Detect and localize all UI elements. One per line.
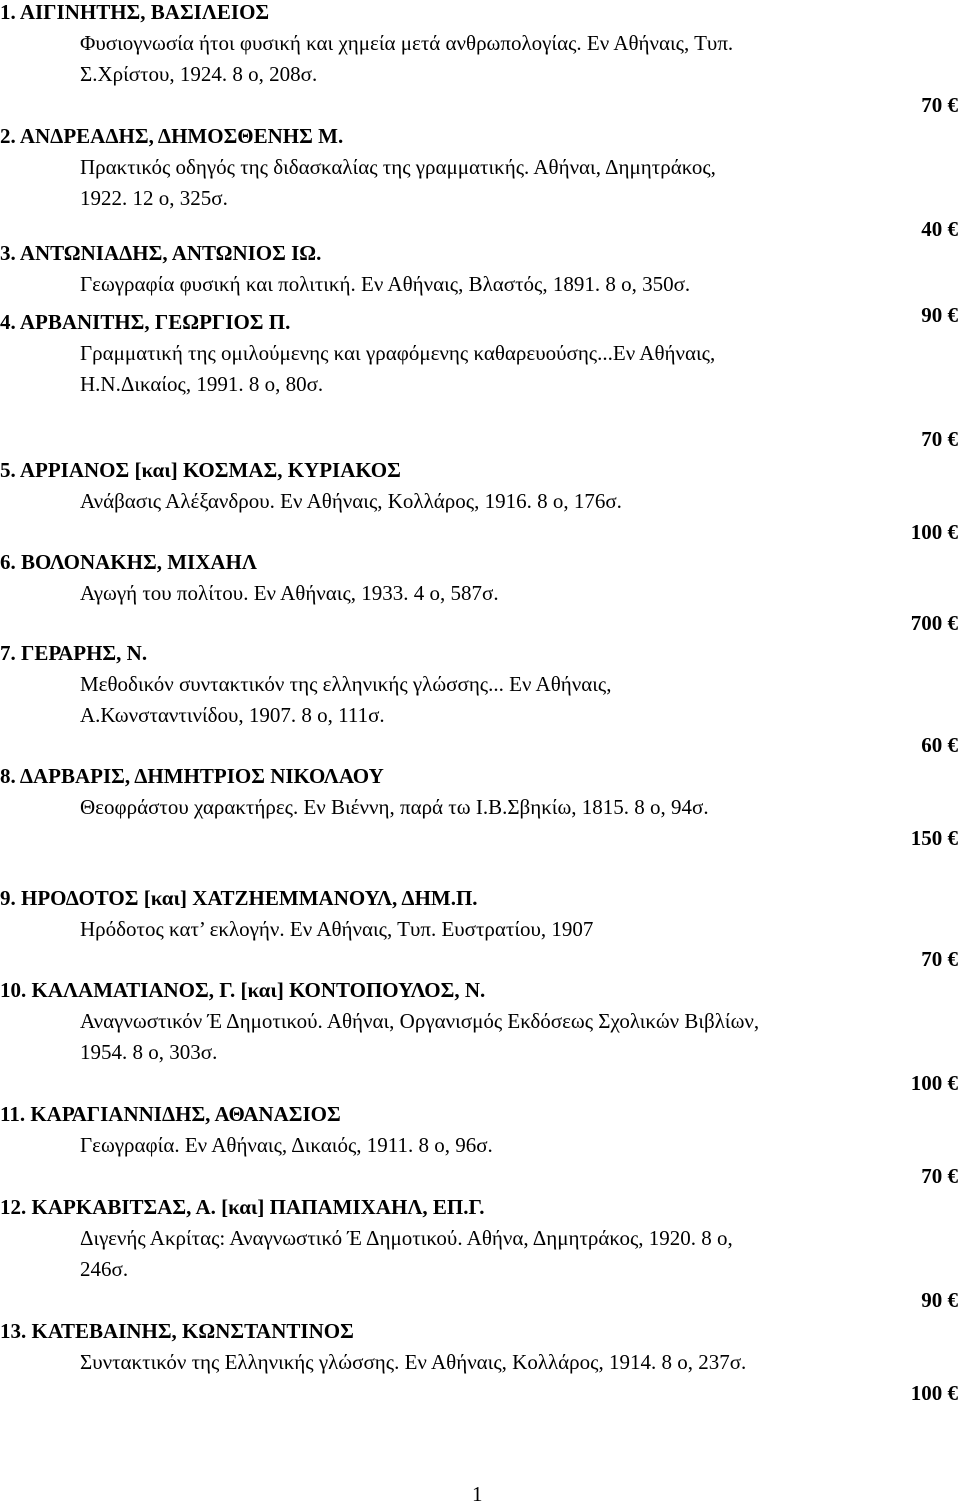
entry-heading: 1. ΑΙΓΙΝΗΤΗΣ, ΒΑΣΙΛΕΙΟΣ [0,0,270,24]
entry-heading: 8. ΔΑΡΒΑΡΙΣ, ΔΗΜΗΤΡΙΟΣ ΝΙΚΟΛΑΟΥ [0,764,384,788]
entry-line: Συντακτικόν της Ελληνικής γλώσσης. Εν Αθήναις, Κολλάρος, 1914. 8 ο, 237σ. [80,1350,747,1374]
entry-line: 246σ. [80,1257,129,1281]
entry-heading: 12. ΚΑΡΚΑΒΙΤΣΑΣ, Α. [και] ΠΑΠΑΜΙΧΑΗΛ, ΕΠ.Γ. [0,1195,485,1219]
entry-price: 70 € [921,427,958,451]
entry-price: 60 € [921,733,958,757]
entry-line: Γραμματική της ομιλούμενης και γραφόμενης καθαρευούσης...Εν Αθήναις, [80,341,716,365]
entry-line: Ανάβασις Αλέξανδρου. Εν Αθήναις, Κολλάρος, 1916. 8 ο, 176σ. [80,489,622,513]
entry-heading: 7. ΓΕΡΑΡΗΣ, Ν. [0,641,148,665]
entry-line: Α.Κωνσταντινίδου, 1907. 8 ο, 111σ. [80,703,385,727]
entry-line: 1954. 8 ο, 303σ. [80,1040,218,1064]
entry-price: 40 € [921,217,958,241]
entry-line: Σ.Χρίστου, 1924. 8 ο, 208σ. [80,62,318,86]
entry-line: Διγενής Ακρίτας: Αναγνωστικό Έ Δημοτικού. Αθήνα, Δημητράκος, 1920. 8 ο, [80,1226,733,1250]
entry-price: 100 € [910,520,958,544]
entry-line: Πρακτικός οδηγός της διδασκαλίας της γραμματικής. Αθήναι, Δημητράκος, [80,155,716,179]
entry-line: 1922. 12 ο, 325σ. [80,186,228,210]
entry-heading: 3. ΑΝΤΩΝΙΑΔΗΣ, ΑΝΤΩΝΙΟΣ ΙΩ. [0,241,322,265]
entry-heading: 6. ΒΟΛΟΝΑΚΗΣ, ΜΙΧΑΗΛ [0,550,257,574]
entry-price: 100 € [910,1071,958,1095]
entry-line: Η.Ν.Δικαίος, 1991. 8 ο, 80σ. [80,372,324,396]
entry-line: Θεοφράστου χαρακτήρες. Εν Βιέννη, παρά τω Ι.Β.Σβηκίω, 1815. 8 ο, 94σ. [80,795,709,819]
entry-line: Γεωγραφία φυσική και πολιτική. Εν Αθήναις, Βλαστός, 1891. 8 ο, 350σ. [80,272,691,296]
entry-price: 90 € [921,303,958,327]
entry-price: 700 € [910,611,958,635]
entry-price: 150 € [910,826,958,850]
entry-price: 70 € [921,1164,958,1188]
entry-price: 70 € [921,93,958,117]
entry-heading: 9. ΗΡΟΔΟΤΟΣ [και] ΧΑΤΖΗΕΜΜΑΝΟΥΛ, ΔΗΜ.Π. [0,886,478,910]
entry-line: Αναγνωστικόν Έ Δημοτικού. Αθήναι, Οργανισμός Εκδόσεως Σχολικών Βιβλίων, [80,1009,760,1033]
entry-heading: 13. ΚΑΤΕΒΑΙΝΗΣ, ΚΩΝΣΤΑΝΤΙΝΟΣ [0,1319,354,1343]
entry-heading: 2. ΑΝΔΡΕΑΔΗΣ, ΔΗΜΟΣΘΕΝΗΣ Μ. [0,124,344,148]
entry-line: Ηρόδοτος κατ’ εκλογήν. Εν Αθήναις, Τυπ. Ευστρατίου, 1907 [80,917,594,941]
entry-line: Αγωγή του πολίτου. Εν Αθήναις, 1933. 4 ο, 587σ. [80,581,499,605]
entry-price: 70 € [921,947,958,971]
entry-heading: 10. ΚΑΛΑΜΑΤΙΑΝΟΣ, Γ. [και] ΚΟΝΤΟΠΟΥΛΟΣ, Ν. [0,978,486,1002]
page-number: 1 [472,1482,483,1506]
entry-heading: 11. ΚΑΡΑΓΙΑΝΝΙΔΗΣ, ΑΘΑΝΑΣΙΟΣ [0,1102,341,1126]
entry-line: Φυσιογνωσία ήτοι φυσική και χημεία μετά ανθρωπολογίας. Εν Αθήναις, Τυπ. [80,31,734,55]
entry-line: Γεωγραφία. Εν Αθήναις, Δικαιός, 1911. 8 ο, 96σ. [80,1133,493,1157]
entry-heading: 4. ΑΡΒΑΝΙΤΗΣ, ΓΕΩΡΓΙΟΣ Π. [0,310,291,334]
entry-heading: 5. ΑΡΡΙΑΝΟΣ [και] ΚΟΣΜΑΣ, ΚΥΡΙΑΚΟΣ [0,458,401,482]
entry-price: 100 € [910,1381,958,1405]
entry-line: Μεθοδικόν συντακτικόν της ελληνικής γλώσσης... Εν Αθήναις, [80,672,612,696]
entry-price: 90 € [921,1288,958,1312]
